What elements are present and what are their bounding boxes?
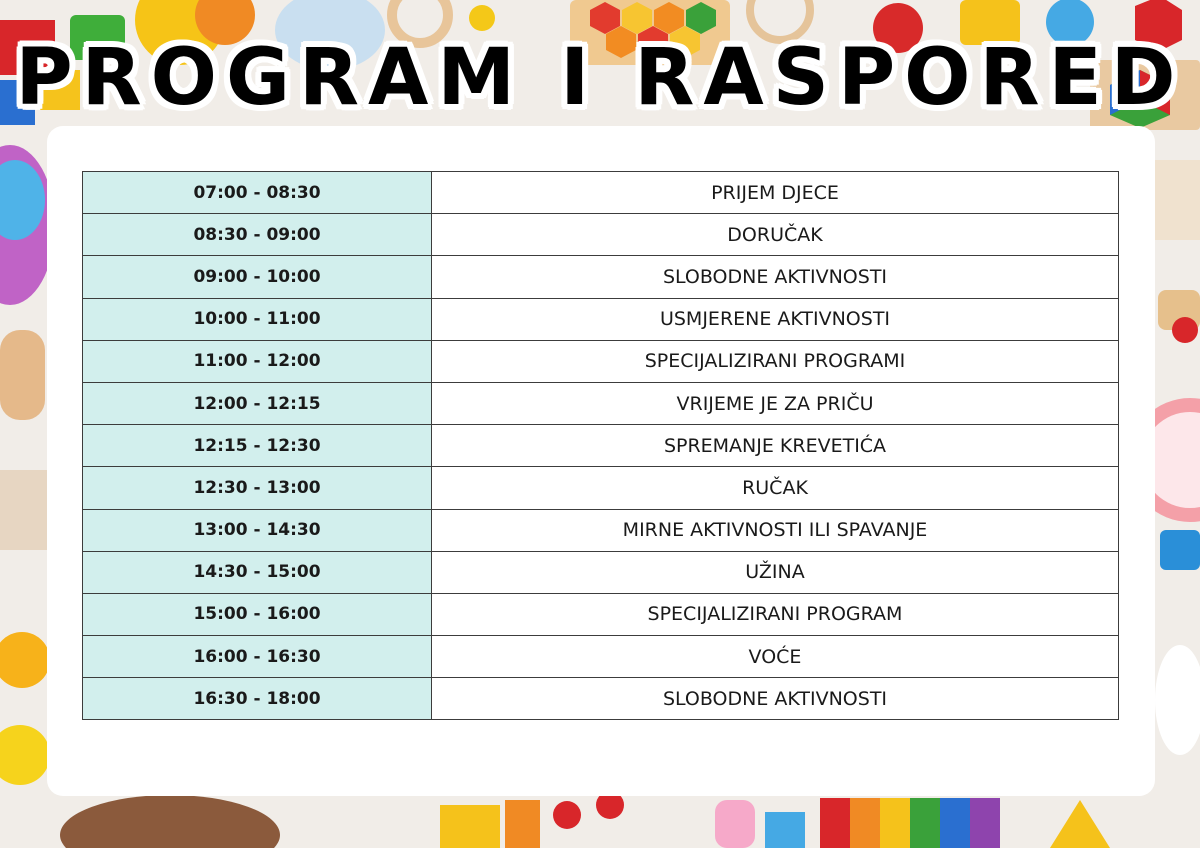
activity-cell: VRIJEME JE ZA PRIČU [432,382,1119,424]
rainbow-arch-purple [970,798,1000,848]
table-row [83,467,1119,509]
table-row [83,425,1119,467]
activity-cell: PRIJEM DJECE [432,172,1119,214]
schedule-table-body [83,172,1119,720]
activity-cell: RUČAK [432,467,1119,509]
rainbow-arch-orange [850,798,880,848]
yellow-ball-toy [469,5,495,31]
table-row [83,172,1119,214]
activity-cell: SPREMANJE KREVETIĆA [432,425,1119,467]
table-row [83,636,1119,678]
time-cell: 10:00 - 11:00 [83,298,432,340]
title-area [0,30,1200,140]
activity-cell: SLOBODNE AKTIVNOSTI [432,678,1119,720]
blue-toy [1160,530,1200,570]
table-row [83,298,1119,340]
time-cell: 13:00 - 14:30 [83,509,432,551]
page-title: PROGRAM I RASPORED [15,33,1185,123]
activity-cell: DORUČAK [432,214,1119,256]
rainbow-arch-red [820,798,850,848]
xylophone-toy [440,805,500,848]
wooden-box-toy [0,470,47,550]
table-row [83,509,1119,551]
time-cell: 12:00 - 12:15 [83,382,432,424]
time-cell: 07:00 - 08:30 [83,172,432,214]
table-row [83,551,1119,593]
time-cell: 15:00 - 16:00 [83,593,432,635]
rainbow-arch-yellow [880,798,910,848]
table-row [83,214,1119,256]
activity-cell: MIRNE AKTIVNOSTI ILI SPAVANJE [432,509,1119,551]
time-cell: 16:00 - 16:30 [83,636,432,678]
table-row [83,593,1119,635]
activity-cell: SLOBODNE AKTIVNOSTI [432,256,1119,298]
xylophone-bar [505,800,540,848]
time-cell: 09:00 - 10:00 [83,256,432,298]
rainbow-arch-blue [940,798,970,848]
time-cell: 16:30 - 18:00 [83,678,432,720]
time-cell: 11:00 - 12:00 [83,340,432,382]
activity-cell: VOĆE [432,636,1119,678]
time-cell: 12:15 - 12:30 [83,425,432,467]
time-cell: 08:30 - 09:00 [83,214,432,256]
schedule-table [82,171,1119,720]
table-row [83,678,1119,720]
red-peg-toy [1172,317,1198,343]
wooden-peg-toy [0,330,45,420]
activity-cell: SPECIJALIZIRANI PROGRAM [432,593,1119,635]
table-row [83,382,1119,424]
table-row [83,256,1119,298]
table-row [83,340,1119,382]
activity-cell: USMJERENE AKTIVNOSTI [432,298,1119,340]
blue-block-toy [765,812,805,848]
activity-cell: SPECIJALIZIRANI PROGRAMI [432,340,1119,382]
wooden-block-toy [1155,160,1200,240]
rainbow-arch-green [910,798,940,848]
time-cell: 14:30 - 15:00 [83,551,432,593]
red-mallet-toy [553,801,581,829]
activity-cell: UŽINA [432,551,1119,593]
time-cell: 12:30 - 13:00 [83,467,432,509]
pink-cylinder-toy [715,800,755,848]
